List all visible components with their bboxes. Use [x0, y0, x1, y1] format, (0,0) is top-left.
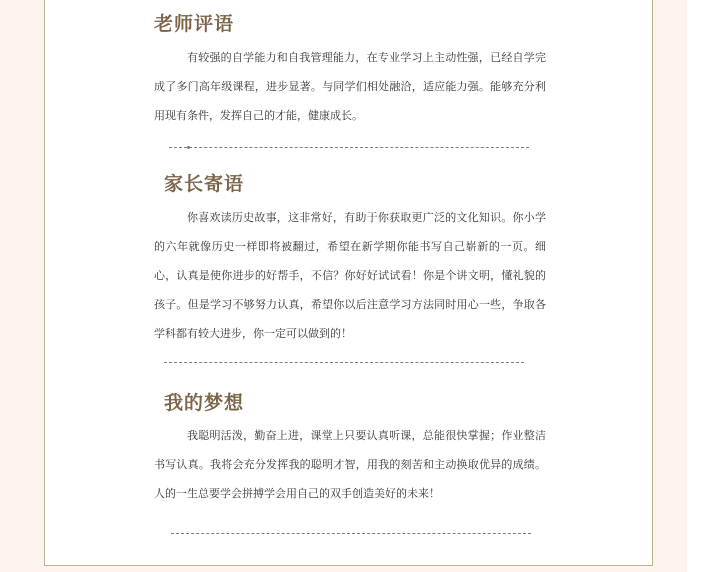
my-dream-text: 我聪明活泼，勤奋上进，课堂上只要认真听课，总能很快掌握；作业整洁书写认真。我将会充分发挥我的聪明才智，用我的刻苦和主动换取优异的成绩。人的一生总要学会拼搏学会用自己的双手创造美好的未来！: [154, 429, 546, 500]
teacher-comment-text: 有较强的自学能力和自我管理能力，在专业学习上主动性强，已经自学完成了多门高年级课程，进步显著。与同学们相处融洽，适应能力强。能够充分利用现有条件，发挥自己的才能，健康成长。: [154, 51, 546, 122]
section-divider: [169, 147, 529, 148]
teacher-comment-title: 老师评语: [154, 13, 235, 35]
my-dream-title: 我的梦想: [164, 392, 245, 414]
left-margin-strip: [0, 0, 44, 572]
report-card-page: [44, 0, 653, 566]
section-divider: [164, 362, 524, 363]
section-divider: [171, 533, 531, 534]
divider-ornament: [187, 146, 190, 149]
right-margin-strip: [687, 0, 707, 572]
parent-message-title: 家长寄语: [164, 173, 245, 195]
parent-message-text: 你喜欢读历史故事，这非常好，有助于你获取更广泛的文化知识。你小学的六年就像历史一样即将被翻过，希望在新学期你能书写自己崭新的一页。细心，认真是使你进步的好帮手，不信？你好好试试看！你是个讲文明，懂礼貌的孩子。但是学习不够努力认真，希望你以后注意学习方法同时用心一些，争取各学科都有较大进步，你一定可以做到的！: [154, 211, 546, 340]
